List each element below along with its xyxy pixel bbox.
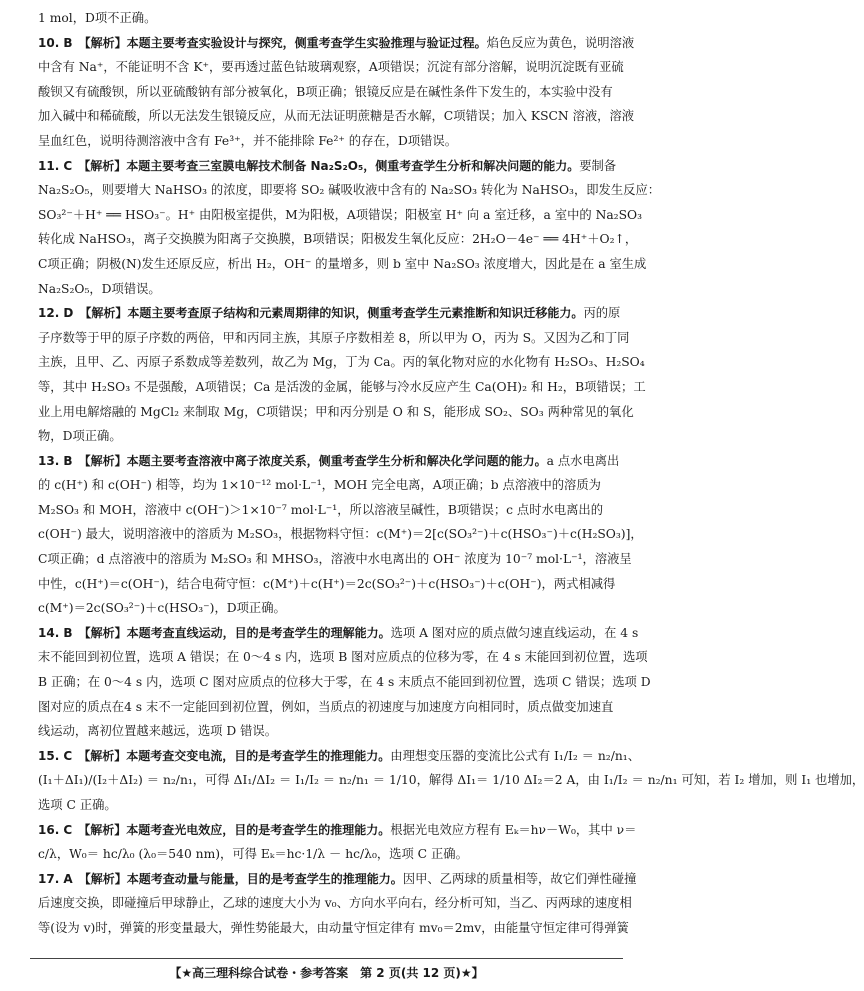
question-block	[38, 301, 646, 449]
text-line: M₂SO₃ 和 MOH，溶液中 c(OH⁻)＞1×10⁻⁷ mol·L⁻¹，所以溶液呈碱性，B项错误；c 点时水电离出的	[38, 502, 604, 517]
question-block	[38, 31, 635, 154]
text-line: C项正确；d 点溶液中的溶质为 M₂SO₃ 和 MHSO₃，溶液中水电离出的 OH⁻ 浓度为 10⁻⁷ mol·L⁻¹，溶液呈	[38, 552, 632, 567]
question-text: 焰色反应为黄色，说明溶液	[486, 35, 635, 50]
question-block	[38, 818, 637, 867]
question-head	[38, 31, 635, 56]
text-line: Na₂S₂O₅，则要增大 NaHSO₃ 的浓度，即要将 SO₂ 碱吸收液中含有的 Na₂SO₃ 转化为 NaHSO₃，即发生反应：	[38, 183, 661, 198]
text-line: c/λ，W₀＝ hc/λ₀ (λ₀＝540 nm)，可得 Eₖ＝hc·1/λ － hc/λ₀，选项 C 正确。	[38, 847, 468, 862]
footer-text: 【★高三理科综合试卷・参考答案 第 2 页(共 12 页)★】	[169, 966, 484, 980]
question-text: a 点水电离出	[546, 453, 620, 468]
analysis-tag: 【解析】	[78, 822, 127, 837]
text-line: 物，D项正确。	[38, 429, 122, 444]
analysis-tag: 【解析】	[78, 748, 127, 763]
analysis-tag: 【解析】	[78, 871, 127, 886]
question-text: 由理想变压器的变流比公式有 I₁/I₂ ＝ n₂/n₁、	[390, 748, 641, 763]
question-focus: 本题主要考查溶液中离子浓度关系，侧重考查学生分析和解决化学问题的能力。	[126, 453, 547, 468]
text-line: (I₁＋ΔI₁)/(I₂＋ΔI₂) ＝ n₂/n₁，可得 ΔI₁/ΔI₂ ＝ I₁/I₂ ＝ n₂/n₁ ＝ 1/10，解得 ΔI₁＝ 1/10 ΔI₂＝2 A，由 I₁/I₂ ＝ n₂/n₁ 可知，若 I₂ 增加，则 I₁ 也增加，	[38, 773, 864, 788]
text-line: 末不能回到初位置，选项 A 错误；在 0～4 s 内，选项 B 图对应质点的位移为零，在 4 s 末能回到初位置，选项	[38, 650, 648, 665]
question-block	[38, 449, 643, 621]
text-line: 业上用电解熔融的 MgCl₂ 来制取 Mg，C项错误；甲和丙分别是 O 和 S，能形成 SO₂、SO₃ 两种常见的氧化	[38, 404, 634, 419]
analysis-tag: 【解析】	[78, 35, 127, 50]
page-footer	[0, 964, 653, 981]
text-line: 主族，且甲、乙、丙原子系数成等差数列，故乙为 Mg，丁为 Ca。丙的氧化物对应的水化物有 H₂SO₃、H₂SO₄	[38, 355, 645, 370]
question-head	[38, 818, 637, 843]
question-focus: 本题考查交变电流，目的是考查学生的推理能力。	[126, 748, 391, 763]
text-line: c(M⁺)＝2c(SO₃²⁻)＋c(HSO₃⁻)，D项正确。	[38, 601, 286, 616]
question-number: 14. B	[38, 625, 73, 640]
text-line: 子序数等于甲的原子序数的两倍，甲和丙同主族，其原子序数相差 8，所以甲为 O，丙为 S。又因为乙和丁同	[38, 330, 630, 345]
question-head	[38, 301, 621, 326]
question-text: 要制备	[579, 158, 617, 173]
question-number: 17. A	[38, 871, 73, 886]
question-number: 12. D	[38, 306, 74, 321]
analysis-tag: 【解析】	[78, 453, 127, 468]
text-line: 酸钡又有硫酸钡，所以亚硫酸钠有部分被氧化，B项正确；银镜反应是在碱性条件下发生的，本实验中没有	[38, 84, 613, 99]
question-head	[38, 744, 641, 769]
text-line: 线运动，离初位置越来越远，选项 D 错误。	[38, 724, 278, 739]
question-head	[38, 621, 639, 646]
text-line: 图对应的质点在4 s 末不一定能回到初位置，例如，当质点的初速度与加速度方向相同时，质点做变加速直	[38, 699, 614, 714]
question-focus: 本题主要考查原子结构和元素周期律的知识，侧重考查学生元素推断和知识迁移能力。	[127, 306, 584, 321]
question-block	[38, 744, 864, 818]
question-text: 丙的原	[583, 306, 621, 321]
text-line: 后速度交换，即碰撞后甲球静止，乙球的速度大小为 v₀、方向水平向右，经分析可知，当乙、丙两球的速度相	[38, 896, 632, 911]
question-text: 因甲、乙两球的质量相等，故它们弹性碰撞	[402, 871, 637, 886]
text-line: 等(设为 v)时，弹簧的形变量最大，弹性势能最大，由动量守恒定律有 mv₀＝2mv，由能量守恒定律可得弹簧	[38, 920, 629, 935]
text-line: c(OH⁻) 最大，说明溶液中的溶质为 M₂SO₃，根据物料守恒：c(M⁺)＝2[c(SO₃²⁻)＋c(HSO₃⁻)＋c(H₂SO₃)]，	[38, 527, 643, 542]
text-line: 转化成 NaHSO₃，离子交换膜为阳离子交换膜，B项错误；阳极发生氧化反应：2H₂O－4e⁻ ══ 4H⁺＋O₂↑，	[38, 232, 638, 247]
text-line: 选项 C 正确。	[38, 798, 117, 812]
question-number: 15. C	[38, 748, 73, 763]
question-focus: 本题主要考查实验设计与探究，侧重考查学生实验推理与验证过程。	[126, 35, 487, 50]
question-text: 选项 A 图对应的质点做匀速直线运动，在 4 s	[390, 625, 639, 640]
text-line: 中性，c(H⁺)＝c(OH⁻)，结合电荷守恒：c(M⁺)＋c(H⁺)＝2c(SO₃²⁻)＋c(HSO₃⁻)＋c(OH⁻)，两式相减得	[38, 576, 616, 591]
question-head	[38, 449, 620, 474]
analysis-tag: 【解析】	[78, 625, 127, 640]
question-list	[38, 31, 864, 941]
question-focus: 本题考查动量与能量，目的是考查学生的推理能力。	[126, 871, 403, 886]
question-block	[38, 621, 651, 744]
text-line: B 正确；在 0～4 s 内，选项 C 图对应质点的位移大于零，在 4 s 末质点不能回到初位置，选项 C 错误；选项 D	[38, 675, 651, 690]
text-line: C项正确；阴极(N)发生还原反应，析出 H₂，OH⁻ 的量增多，则 b 室中 Na₂SO₃ 浓度增大，因此是在 a 室生成	[38, 256, 647, 271]
lead-line: 1 mol，D项不正确。	[38, 11, 157, 25]
analysis-tag: 【解析】	[79, 306, 128, 321]
footer-rule	[30, 958, 623, 959]
analysis-tag: 【解析】	[78, 158, 127, 173]
question-block	[38, 154, 661, 302]
question-block	[38, 867, 637, 941]
text-line: 等，其中 H₂SO₃ 不是强酸，A项错误；Ca 是活泼的金属，能够与冷水反应产生 Ca(OH)₂ 和 H₂，B项错误；工	[38, 379, 646, 394]
text-line: 加入碱中和稀硫酸，所以无法发生银镜反应，从而无法证明蔗糖是否水解，C项错误；加入 KSCN 溶液，溶液	[38, 109, 635, 124]
question-text: 根据光电效应方程有 Eₖ＝hν－W₀，其中 ν＝	[390, 822, 637, 837]
text-line: Na₂S₂O₅，D项错误。	[38, 281, 161, 296]
question-head	[38, 867, 637, 892]
text-line: SO₃²⁻＋H⁺ ══ HSO₃⁻。H⁺ 由阳极室提供，M为阳极，A项错误；阳极室 H⁺ 向 a 室迁移，a 室中的 Na₂SO₃	[38, 207, 643, 222]
question-focus: 本题考查光电效应，目的是考查学生的推理能力。	[126, 822, 391, 837]
question-number: 13. B	[38, 453, 73, 468]
text-line: 中含有 Na⁺，不能证明不含 K⁺，要再透过蓝色钴玻璃观察，A项错误；沉淀有部分溶解，说明沉淀既有亚硫	[38, 60, 624, 75]
question-focus: 本题主要考查三室膜电解技术制备 Na₂S₂O₅，侧重考查学生分析和解决问题的能力。	[126, 158, 580, 173]
question-number: 16. C	[38, 822, 73, 837]
text-line: 的 c(H⁺) 和 c(OH⁻) 相等，均为 1×10⁻¹² mol·L⁻¹，MOH 完全电离，A项正确；b 点溶液中的溶质为	[38, 478, 601, 493]
question-number: 11. C	[38, 158, 73, 173]
question-head	[38, 154, 615, 179]
question-focus: 本题考查直线运动，目的是考查学生的理解能力。	[126, 625, 391, 640]
question-number: 10. B	[38, 35, 73, 50]
text-line: 呈血红色，说明待测溶液中含有 Fe³⁺，并不能排除 Fe²⁺ 的存在，D项错误。	[38, 133, 458, 148]
